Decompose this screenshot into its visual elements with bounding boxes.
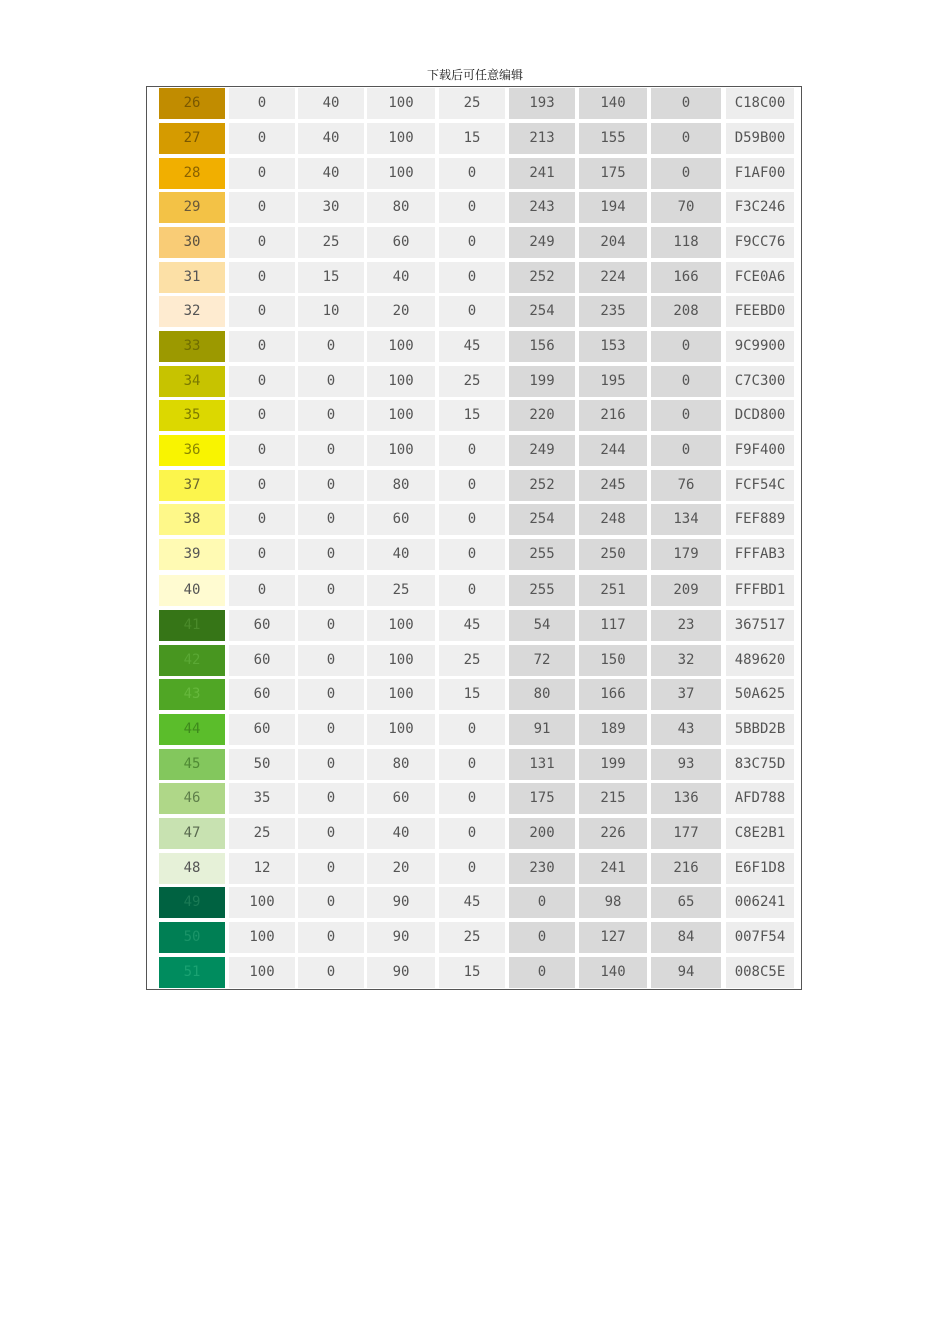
hex-value: 006241 [726,887,794,918]
blue-value: 134 [651,504,721,535]
hex-value: FEF889 [726,504,794,535]
magenta-value: 15 [298,262,364,293]
cyan-value: 0 [229,158,295,189]
red-value: 131 [509,749,575,780]
table-row [159,227,799,258]
red-value: 54 [509,610,575,641]
green-value: 189 [579,714,647,745]
swatch-number: 37 [159,470,225,501]
green-value: 226 [579,818,647,849]
swatch-number: 49 [159,887,225,918]
table-row [159,679,799,710]
black-value: 0 [439,818,505,849]
magenta-value: 40 [298,123,364,154]
black-value: 0 [439,262,505,293]
green-value: 194 [579,192,647,223]
hex-value: FFFAB3 [726,539,794,570]
hex-value: DCD800 [726,400,794,431]
cyan-value: 60 [229,714,295,745]
red-value: 193 [509,88,575,119]
hex-value: E6F1D8 [726,853,794,884]
blue-value: 0 [651,331,721,362]
table-row [159,539,799,570]
green-value: 195 [579,366,647,397]
blue-value: 70 [651,192,721,223]
magenta-value: 0 [298,610,364,641]
green-value: 166 [579,679,647,710]
hex-value: 008C5E [726,957,794,988]
swatch-number: 27 [159,123,225,154]
yellow-value: 90 [367,922,435,953]
swatch-number: 51 [159,957,225,988]
yellow-value: 90 [367,957,435,988]
red-value: 252 [509,470,575,501]
black-value: 0 [439,853,505,884]
blue-value: 43 [651,714,721,745]
blue-value: 208 [651,296,721,327]
yellow-value: 100 [367,123,435,154]
blue-value: 216 [651,853,721,884]
blue-value: 0 [651,435,721,466]
swatch-number: 32 [159,296,225,327]
blue-value: 0 [651,400,721,431]
cyan-value: 0 [229,539,295,570]
table-row [159,366,799,397]
red-value: 156 [509,331,575,362]
yellow-value: 100 [367,158,435,189]
green-value: 140 [579,957,647,988]
hex-value: FEEBD0 [726,296,794,327]
black-value: 15 [439,123,505,154]
table-row [159,470,799,501]
swatch-number: 28 [159,158,225,189]
black-value: 25 [439,88,505,119]
cyan-value: 12 [229,853,295,884]
black-value: 15 [439,957,505,988]
swatch-number: 41 [159,610,225,641]
yellow-value: 100 [367,645,435,676]
yellow-value: 25 [367,575,435,606]
black-value: 0 [439,192,505,223]
cyan-value: 0 [229,504,295,535]
green-value: 235 [579,296,647,327]
swatch-number: 42 [159,645,225,676]
swatch-number: 26 [159,88,225,119]
magenta-value: 0 [298,504,364,535]
hex-value: FCF54C [726,470,794,501]
hex-value: F9F400 [726,435,794,466]
black-value: 0 [439,158,505,189]
blue-value: 177 [651,818,721,849]
black-value: 0 [439,435,505,466]
red-value: 243 [509,192,575,223]
green-value: 248 [579,504,647,535]
table-row [159,610,799,641]
green-value: 250 [579,539,647,570]
green-value: 199 [579,749,647,780]
yellow-value: 60 [367,783,435,814]
red-value: 0 [509,922,575,953]
blue-value: 93 [651,749,721,780]
blue-value: 179 [651,539,721,570]
table-row [159,262,799,293]
hex-value: 9C9900 [726,331,794,362]
hex-value: D59B00 [726,123,794,154]
cyan-value: 0 [229,296,295,327]
table-row [159,714,799,745]
cyan-value: 0 [229,192,295,223]
red-value: 175 [509,783,575,814]
table-row [159,123,799,154]
blue-value: 32 [651,645,721,676]
red-value: 230 [509,853,575,884]
magenta-value: 0 [298,331,364,362]
black-value: 25 [439,645,505,676]
cyan-value: 0 [229,262,295,293]
yellow-value: 100 [367,714,435,745]
hex-value: 367517 [726,610,794,641]
yellow-value: 60 [367,504,435,535]
swatch-number: 39 [159,539,225,570]
hex-value: C8E2B1 [726,818,794,849]
black-value: 45 [439,610,505,641]
blue-value: 136 [651,783,721,814]
black-value: 0 [439,783,505,814]
yellow-value: 100 [367,679,435,710]
cyan-value: 0 [229,123,295,154]
black-value: 0 [439,539,505,570]
magenta-value: 40 [298,158,364,189]
red-value: 249 [509,435,575,466]
yellow-value: 40 [367,539,435,570]
cyan-value: 0 [229,366,295,397]
red-value: 241 [509,158,575,189]
hex-value: 50A625 [726,679,794,710]
hex-value: FCE0A6 [726,262,794,293]
blue-value: 209 [651,575,721,606]
magenta-value: 0 [298,922,364,953]
cyan-value: 0 [229,470,295,501]
black-value: 0 [439,296,505,327]
green-value: 251 [579,575,647,606]
swatch-number: 31 [159,262,225,293]
magenta-value: 0 [298,470,364,501]
red-value: 0 [509,957,575,988]
hex-value: AFD788 [726,783,794,814]
table-row [159,818,799,849]
hex-value: FFFBD1 [726,575,794,606]
yellow-value: 20 [367,853,435,884]
table-row [159,504,799,535]
black-value: 25 [439,922,505,953]
cyan-value: 35 [229,783,295,814]
green-value: 244 [579,435,647,466]
red-value: 213 [509,123,575,154]
yellow-value: 100 [367,366,435,397]
table-row [159,887,799,918]
green-value: 153 [579,331,647,362]
magenta-value: 0 [298,957,364,988]
hex-value: C7C300 [726,366,794,397]
cyan-value: 0 [229,331,295,362]
magenta-value: 0 [298,714,364,745]
swatch-number: 33 [159,331,225,362]
black-value: 0 [439,575,505,606]
blue-value: 0 [651,158,721,189]
table-row [159,192,799,223]
swatch-number: 40 [159,575,225,606]
yellow-value: 80 [367,749,435,780]
swatch-number: 46 [159,783,225,814]
magenta-value: 30 [298,192,364,223]
green-value: 155 [579,123,647,154]
table-row [159,331,799,362]
magenta-value: 0 [298,366,364,397]
green-value: 215 [579,783,647,814]
blue-value: 0 [651,123,721,154]
green-value: 224 [579,262,647,293]
red-value: 80 [509,679,575,710]
cyan-value: 100 [229,922,295,953]
swatch-number: 38 [159,504,225,535]
yellow-value: 100 [367,435,435,466]
green-value: 150 [579,645,647,676]
cyan-value: 0 [229,575,295,606]
cyan-value: 100 [229,887,295,918]
red-value: 249 [509,227,575,258]
table-row [159,957,799,988]
blue-value: 65 [651,887,721,918]
magenta-value: 10 [298,296,364,327]
yellow-value: 100 [367,88,435,119]
hex-value: F1AF00 [726,158,794,189]
hex-value: 83C75D [726,749,794,780]
magenta-value: 0 [298,679,364,710]
yellow-value: 80 [367,192,435,223]
cyan-value: 50 [229,749,295,780]
yellow-value: 60 [367,227,435,258]
green-value: 204 [579,227,647,258]
table-row [159,783,799,814]
table-row [159,645,799,676]
table-row [159,853,799,884]
cyan-value: 100 [229,957,295,988]
black-value: 0 [439,504,505,535]
table-row [159,296,799,327]
cyan-value: 60 [229,679,295,710]
blue-value: 76 [651,470,721,501]
black-value: 0 [439,470,505,501]
black-value: 0 [439,227,505,258]
swatch-number: 36 [159,435,225,466]
black-value: 15 [439,679,505,710]
yellow-value: 100 [367,331,435,362]
magenta-value: 0 [298,539,364,570]
blue-value: 37 [651,679,721,710]
blue-value: 23 [651,610,721,641]
red-value: 254 [509,296,575,327]
swatch-number: 44 [159,714,225,745]
magenta-value: 0 [298,400,364,431]
yellow-value: 100 [367,400,435,431]
swatch-number: 34 [159,366,225,397]
blue-value: 166 [651,262,721,293]
swatch-number: 47 [159,818,225,849]
magenta-value: 0 [298,435,364,466]
swatch-number: 50 [159,922,225,953]
red-value: 0 [509,887,575,918]
green-value: 98 [579,887,647,918]
red-value: 254 [509,504,575,535]
red-value: 255 [509,575,575,606]
hex-value: 489620 [726,645,794,676]
green-value: 140 [579,88,647,119]
blue-value: 0 [651,366,721,397]
red-value: 199 [509,366,575,397]
black-value: 45 [439,331,505,362]
blue-value: 94 [651,957,721,988]
table-row [159,400,799,431]
cyan-value: 60 [229,645,295,676]
red-value: 91 [509,714,575,745]
swatch-number: 43 [159,679,225,710]
table-row [159,435,799,466]
hex-value: F9CC76 [726,227,794,258]
green-value: 127 [579,922,647,953]
yellow-value: 100 [367,610,435,641]
magenta-value: 25 [298,227,364,258]
green-value: 245 [579,470,647,501]
yellow-value: 40 [367,262,435,293]
table-row [159,749,799,780]
red-value: 255 [509,539,575,570]
cyan-value: 25 [229,818,295,849]
black-value: 45 [439,887,505,918]
swatch-number: 29 [159,192,225,223]
magenta-value: 0 [298,783,364,814]
cyan-value: 0 [229,400,295,431]
black-value: 0 [439,749,505,780]
cyan-value: 0 [229,435,295,466]
green-value: 117 [579,610,647,641]
swatch-number: 30 [159,227,225,258]
hex-value: 5BBD2B [726,714,794,745]
cyan-value: 0 [229,227,295,258]
green-value: 175 [579,158,647,189]
magenta-value: 0 [298,887,364,918]
swatch-number: 35 [159,400,225,431]
magenta-value: 40 [298,88,364,119]
red-value: 220 [509,400,575,431]
red-value: 252 [509,262,575,293]
table-row [159,88,799,119]
cyan-value: 60 [229,610,295,641]
swatch-number: 48 [159,853,225,884]
magenta-value: 0 [298,749,364,780]
yellow-value: 80 [367,470,435,501]
hex-value: 007F54 [726,922,794,953]
cyan-value: 0 [229,88,295,119]
table-row [159,575,799,606]
magenta-value: 0 [298,818,364,849]
hex-value: C18C00 [726,88,794,119]
swatch-number: 45 [159,749,225,780]
yellow-value: 90 [367,887,435,918]
green-value: 216 [579,400,647,431]
yellow-value: 40 [367,818,435,849]
black-value: 0 [439,714,505,745]
magenta-value: 0 [298,645,364,676]
green-value: 241 [579,853,647,884]
magenta-value: 0 [298,853,364,884]
blue-value: 0 [651,88,721,119]
blue-value: 118 [651,227,721,258]
black-value: 25 [439,366,505,397]
magenta-value: 0 [298,575,364,606]
table-row [159,158,799,189]
black-value: 15 [439,400,505,431]
blue-value: 84 [651,922,721,953]
red-value: 200 [509,818,575,849]
yellow-value: 20 [367,296,435,327]
hex-value: F3C246 [726,192,794,223]
red-value: 72 [509,645,575,676]
page-header-text: 下载后可任意编辑 [426,68,523,82]
table-row [159,922,799,953]
